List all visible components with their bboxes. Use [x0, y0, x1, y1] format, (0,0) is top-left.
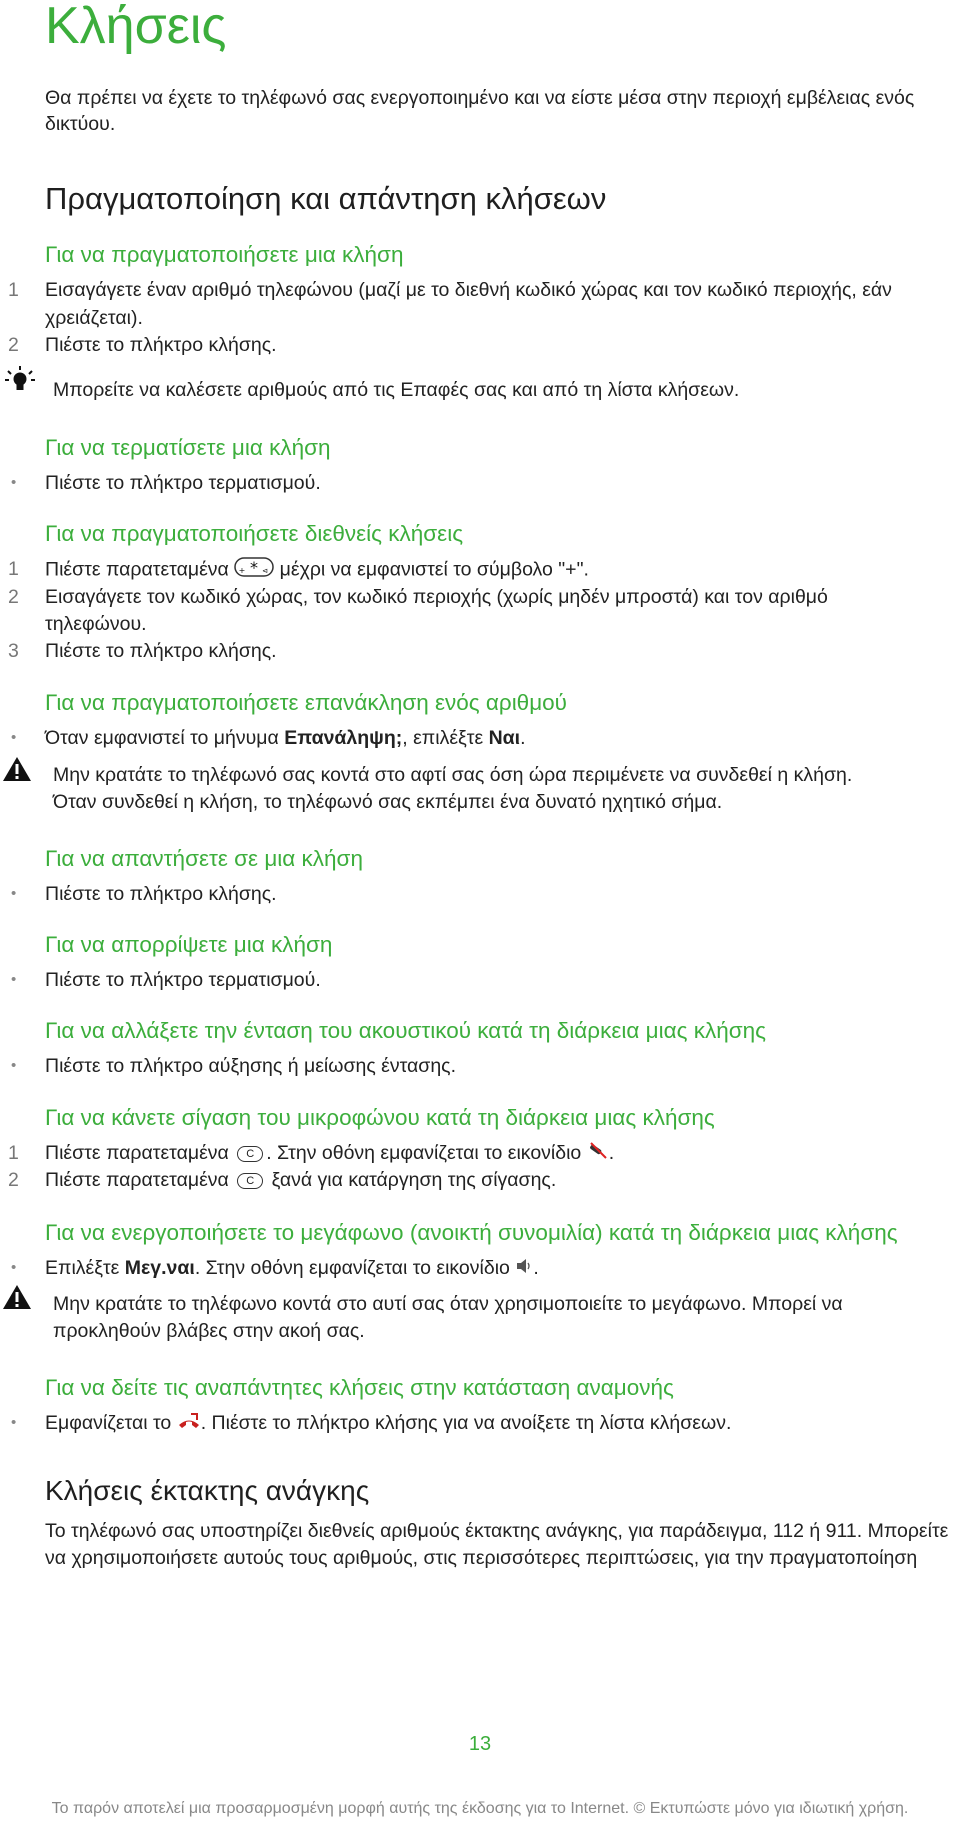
lightbulb-tip-icon: [4, 365, 36, 398]
step-text: χρειάζεται).: [45, 307, 143, 329]
step-text: [45, 556, 589, 585]
subheading-missed: Για να δείτε τις αναπάντητες κλήσεις στην κατάσταση αναμονής: [45, 1375, 674, 1400]
c-key-icon: C: [237, 1173, 263, 1189]
page-title: Κλήσεις: [45, 0, 227, 55]
text-part: Επιλέξτε: [45, 1257, 120, 1279]
speaker-icon: [515, 1256, 533, 1282]
svg-text:+: +: [238, 566, 246, 575]
warning-text: Μην κρατάτε το τηλέφωνό σας κοντά στο αφτί σας όση ώρα περιμένετε να συνδεθεί η κλήση.: [53, 764, 853, 786]
subheading-answer: Για να απαντήσετε σε μια κλήση: [45, 846, 363, 871]
body-text: Το τηλέφωνό σας υποστηρίζει διεθνείς αριθμούς έκτακτης ανάγκης, για παράδειγμα, 112 ή 911. Μπορείτε: [45, 1520, 949, 1542]
section-heading-calls: Πραγματοποίηση και απάντηση κλήσεων: [45, 181, 607, 216]
text-part: . Στην οθόνη εμφανίζεται το εικονίδιο: [266, 1142, 582, 1164]
step-number: 2: [8, 1169, 19, 1191]
step-text-part: Πιέστε παρατεταμένα: [45, 558, 229, 581]
text-part: .: [608, 1142, 615, 1164]
bullet-text: [45, 1255, 539, 1282]
subheading-mute: Για να κάνετε σίγαση του μικροφώνου κατά τη διάρκεια μιας κλήσης: [45, 1105, 715, 1130]
menu-term-yes: Ναι: [488, 727, 521, 749]
text-part: , επιλέξτε: [402, 727, 484, 749]
warning-text: Μην κρατάτε το τηλέφωνο κοντά στο αυτί σας όταν χρησιμοποιείτε το μεγάφωνο. Μπορεί να: [53, 1293, 843, 1315]
warning-text: Όταν συνδεθεί η κλήση, το τηλέφωνό σας εκπέμπει ένα δυνατό ηχητικό σήμα.: [53, 791, 723, 813]
text-part: . Πιέστε το πλήκτρο κλήσης για να ανοίξετε τη λίστα κλήσεων.: [200, 1412, 732, 1434]
warning-icon: [2, 756, 32, 787]
body-text: να χρησιμοποιήσετε αυτούς τους αριθμούς, στις περισσότερες περιπτώσεις, για την πραγματοποίηση: [45, 1547, 918, 1569]
step-text: τηλεφώνου.: [45, 613, 147, 635]
bullet-marker: •: [11, 1057, 17, 1074]
step-number: 2: [8, 586, 19, 608]
bullet-marker: •: [11, 729, 17, 746]
menu-term-speaker-on: Μεγ.ναι: [124, 1257, 195, 1279]
bullet-text: [45, 725, 526, 751]
step-number: 1: [8, 558, 19, 580]
bullet-marker: •: [11, 474, 17, 491]
text-part: .: [533, 1257, 539, 1279]
text-part: Όταν εμφανιστεί το μήνυμα: [45, 727, 279, 749]
step-text: [45, 1140, 614, 1167]
bullet-text: Πιέστε το πλήκτρο τερματισμού.: [45, 472, 321, 494]
step-text: Εισαγάγετε έναν αριθμό τηλεφώνου (μαζί με το διεθνή κωδικό χώρας και τον κωδικό περιοχής, εάν: [45, 279, 892, 301]
tip-text: Μπορείτε να καλέσετε αριθμούς από τις Επαφές σας και από τη λίστα κλήσεων.: [53, 379, 740, 401]
text-part: Πιέστε παρατεταμένα: [45, 1142, 229, 1164]
bullet-marker: •: [11, 885, 17, 902]
missed-call-icon: [177, 1411, 201, 1437]
menu-term-redial: Επανάληψη;: [284, 727, 403, 749]
subheading-international: Για να πραγματοποιήσετε διεθνείς κλήσεις: [45, 521, 464, 546]
step-text-part: μέχρι να εμφανιστεί το σύμβολο "+".: [279, 558, 589, 581]
bullet-marker: •: [11, 971, 17, 988]
bullet-marker: •: [11, 1414, 17, 1431]
bullet-text: [45, 1410, 731, 1437]
step-number: 2: [8, 334, 19, 356]
bullet-text: Πιέστε το πλήκτρο αύξησης ή μείωσης έντασης.: [45, 1055, 456, 1077]
bullet-marker: •: [11, 1259, 17, 1276]
warning-icon: [2, 1284, 32, 1315]
star-plus-key-icon: [234, 556, 274, 585]
step-text: Πιέστε το πλήκτρο κλήσης.: [45, 334, 277, 356]
section-heading-emergency: Κλήσεις έκτακτης ανάγκης: [45, 1475, 370, 1506]
step-number: 1: [8, 1142, 19, 1164]
c-key-icon: C: [237, 1146, 263, 1162]
subheading-end-call: Για να τερματίσετε μια κλήση: [45, 435, 331, 460]
step-number: 1: [8, 279, 19, 301]
microphone-muted-icon: [587, 1140, 609, 1167]
intro-text: Θα πρέπει να έχετε το τηλέφωνό σας ενεργοποιημένο και να είστε μέσα στην περιοχή εμβέλειας ενός δικτύου.: [45, 87, 915, 135]
subheading-speaker: Για να ενεργοποιήσετε το μεγάφωνο (ανοικτή συνομιλία) κατά τη διάρκεια μιας κλήσης: [45, 1220, 898, 1245]
svg-text:⊲: ⊲: [262, 567, 269, 575]
text-part: Εμφανίζεται το: [45, 1412, 172, 1434]
step-text: Πιέστε το πλήκτρο κλήσης.: [45, 640, 277, 662]
page-number: 13: [468, 1733, 492, 1755]
text-part: ξανά για κατάργηση της σίγασης.: [271, 1169, 557, 1191]
bullet-text: Πιέστε το πλήκτρο τερματισμού.: [45, 969, 321, 991]
text-part: .: [520, 727, 526, 749]
warning-text: προκληθούν βλάβες στην ακοή σας.: [53, 1320, 365, 1342]
text-part: Πιέστε παρατεταμένα: [45, 1169, 229, 1191]
subheading-make-call: Για να πραγματοποιήσετε μια κλήση: [45, 242, 404, 267]
step-text: [45, 1167, 556, 1193]
svg-text:*: *: [250, 558, 259, 577]
text-part: . Στην οθόνη εμφανίζεται το εικονίδιο: [194, 1257, 510, 1279]
subheading-redial: Για να πραγματοποιήσετε επανάκληση ενός αριθμού: [45, 690, 567, 715]
footer-note: Το παρόν αποτελεί μια προσαρμοσμένη μορφή αυτής της έκδοσης για το Internet. © Εκτυπώστε μόνο για ιδιωτική χρήση.: [51, 1800, 909, 1817]
bullet-text: Πιέστε το πλήκτρο κλήσης.: [45, 883, 277, 905]
subheading-volume: Για να αλλάξετε την ένταση του ακουστικού κατά τη διάρκεια μιας κλήσης: [45, 1018, 766, 1043]
step-number: 3: [8, 640, 19, 662]
subheading-reject: Για να απορρίψετε μια κλήση: [45, 932, 333, 957]
step-text: Εισαγάγετε τον κωδικό χώρας, τον κωδικό περιοχής (χωρίς μηδέν μπροστά) και τον αριθμό: [45, 586, 828, 608]
